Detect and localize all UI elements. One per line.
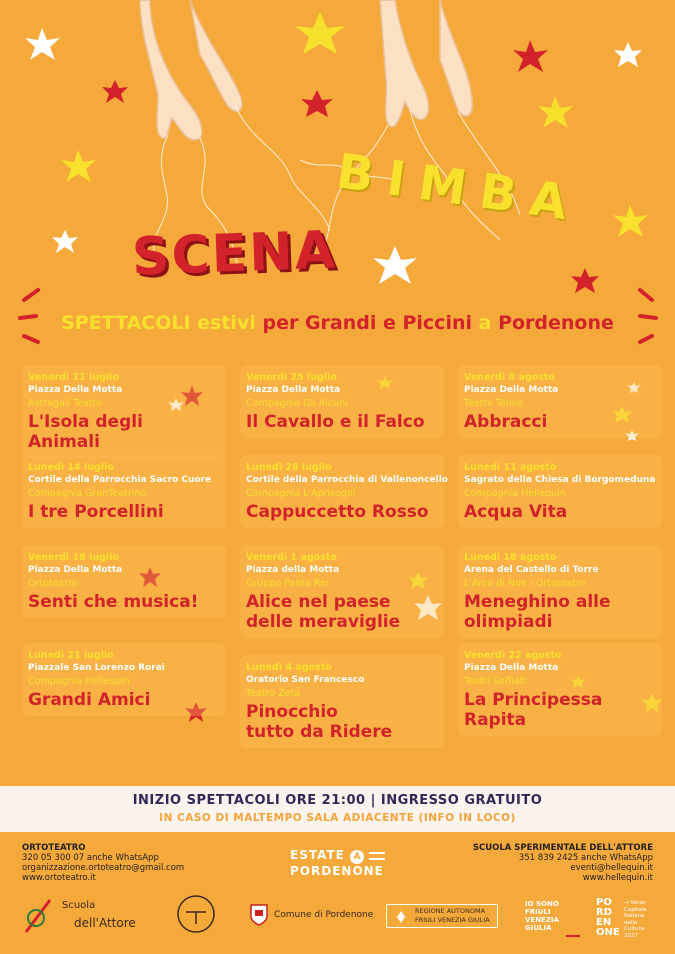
scuola-attore-logo-icon bbox=[20, 896, 56, 936]
event-card bbox=[240, 455, 448, 528]
event-company: Compagnia Hellequin bbox=[28, 676, 130, 687]
comune-logo-text: Comune di Pordenone bbox=[274, 910, 374, 920]
contact-left-phone: 320 05 300 07 anche WhatsApp bbox=[22, 853, 159, 863]
event-date: Venerdì 8 agosto bbox=[464, 372, 555, 383]
io-sono-line: IO SONO bbox=[525, 900, 559, 908]
event-show-title: La Principessa Rapita bbox=[464, 690, 603, 730]
contact-left-name: ORTOTEATRO bbox=[22, 843, 86, 853]
event-company: Compagnia Gli Alcuni bbox=[246, 398, 348, 409]
regione-line2: FRIULI VENEZIA GIULIA bbox=[415, 916, 490, 924]
event-date: Lunedì 28 luglio bbox=[246, 462, 332, 473]
contact-scuola bbox=[473, 843, 653, 883]
event-place: Piazza Della Motta bbox=[464, 663, 559, 673]
event-place: Piazzale San Lorenzo Rorai bbox=[28, 663, 165, 673]
left-hand-icon bbox=[140, 0, 242, 140]
pn-letter-line: RD bbox=[596, 907, 613, 918]
waves-icon bbox=[369, 852, 385, 860]
event-place: Arena del Castello di Torre bbox=[464, 565, 599, 575]
event-date: Venerdì 22 agosto bbox=[464, 650, 562, 661]
event-company: Compagnia L'Aprisogni bbox=[246, 488, 356, 499]
event-place: Piazza Della Motta bbox=[246, 385, 341, 395]
contact-right-name: SCUOLA SPERIMENTALE DELL'ATTORE bbox=[472, 843, 653, 853]
event-place: Piazza Della Motta bbox=[28, 385, 123, 395]
event-company: Astragali Teatro bbox=[28, 398, 103, 409]
event-place: Piazza Della Motta bbox=[464, 385, 559, 395]
subtitle bbox=[0, 312, 675, 334]
event-date: Venerdì 11 luglio bbox=[28, 372, 119, 383]
capitale-line: 2027 bbox=[624, 932, 638, 939]
regione-logo bbox=[386, 904, 498, 928]
subtitle-part: SPETTACOLI bbox=[61, 312, 198, 334]
capitale-cultura-text bbox=[624, 900, 647, 939]
event-card bbox=[22, 545, 226, 618]
subtitle-part: a bbox=[478, 312, 499, 334]
capitale-line: della bbox=[624, 919, 638, 926]
start-time-text: INIZIO SPETTACOLI ORE 21:00 | INGRESSO GRATUITO bbox=[132, 793, 543, 808]
event-show-title: Pinocchio bbox=[246, 702, 338, 722]
event-company: Compagnia Hellequin bbox=[464, 488, 566, 499]
event-card bbox=[22, 455, 226, 528]
eagle-icon bbox=[393, 909, 409, 925]
event-card bbox=[22, 643, 226, 716]
contact-right-web[interactable]: www.hellequin.it bbox=[582, 873, 653, 883]
event-place: Sagrato della Chiesa di Borgomeduna bbox=[464, 475, 656, 485]
pordenone-2027-letters bbox=[596, 898, 620, 938]
event-company: Compagnia GranTeatrino bbox=[28, 488, 147, 499]
event-grid bbox=[22, 365, 658, 775]
event-date: Lunedì 18 agosto bbox=[464, 552, 557, 563]
regione-line1: REGIONE AUTONOMA bbox=[415, 907, 486, 915]
event-card bbox=[458, 545, 662, 638]
event-show-title: Il Cavallo e il Falco bbox=[246, 412, 425, 432]
event-company: Teatro Zeta bbox=[246, 688, 301, 699]
pn-letter-line: EN bbox=[596, 917, 612, 928]
weather-note: IN CASO DI MALTEMPO SALA ADIACENTE (INFO IN LOCO) bbox=[159, 812, 516, 824]
contact-right-email[interactable]: eventi@hellequin.it bbox=[570, 863, 653, 873]
event-place: Cortile della Parrocchia Sacro Cuore bbox=[28, 475, 212, 485]
event-place: Cortile della Parrocchia di Vallenoncello bbox=[246, 475, 448, 485]
contact-right-phone: 351 839 2425 anche WhatsApp bbox=[518, 853, 653, 863]
title-scena: SCENA bbox=[131, 220, 338, 288]
subtitle-part: per Grandi e Piccini bbox=[262, 312, 479, 334]
event-show-title: Grandi Amici bbox=[28, 690, 151, 710]
red-bar-icon bbox=[566, 935, 580, 937]
event-date: Lunedì 11 agosto bbox=[464, 462, 557, 473]
pn-letter-line: PO bbox=[596, 897, 612, 908]
ortoteatro-logo-icon bbox=[176, 894, 216, 934]
event-card bbox=[240, 655, 444, 748]
subtitle-part: estivi bbox=[197, 312, 263, 334]
event-company: L'Arca di Noe / Ortoteatro bbox=[464, 578, 586, 589]
event-card bbox=[22, 365, 226, 458]
event-date: Lunedì 4 agosto bbox=[246, 662, 332, 673]
title-bimba: BIMBA bbox=[333, 143, 585, 233]
event-show-title: Alice nel paese bbox=[246, 592, 391, 612]
event-card bbox=[458, 643, 662, 736]
estate-a-pordenone-logo bbox=[290, 848, 385, 878]
capitale-line: Cultura bbox=[624, 926, 645, 932]
subtitle-part: Pordenone bbox=[498, 312, 614, 334]
estate-a-badge: A bbox=[350, 850, 364, 864]
event-show-title: Senti che musica! bbox=[28, 592, 199, 612]
event-date: Venerdì 1 agosto bbox=[246, 552, 337, 563]
event-place: Piazza Della Motta bbox=[28, 565, 123, 575]
scuola-logo-line1: Scuola bbox=[62, 900, 96, 911]
event-date: Lunedì 21 luglio bbox=[28, 650, 114, 661]
contact-left-email[interactable]: organizzazione.ortoteatro@gmail.com bbox=[22, 863, 185, 873]
event-show-title: I tre Porcellini bbox=[28, 502, 164, 522]
event-show-title: Cappuccetto Rosso bbox=[246, 502, 429, 522]
right-hand-icon bbox=[380, 0, 472, 127]
logo-strip bbox=[0, 890, 675, 954]
event-show-title: Abbracci bbox=[464, 412, 548, 432]
io-sono-line: GIULIA bbox=[525, 924, 552, 932]
event-date: Venerdì 25 luglio bbox=[246, 372, 337, 383]
event-show-title: L'Isola degli Animali bbox=[28, 412, 143, 452]
capitale-line: Italiana bbox=[624, 913, 645, 919]
event-company: Teatro Telaio bbox=[464, 398, 524, 409]
event-card bbox=[240, 545, 444, 638]
event-company: Gruppo Panta Rei bbox=[246, 578, 329, 589]
comune-crest-icon bbox=[250, 904, 268, 926]
event-place: Oratorio San Francesco bbox=[246, 675, 365, 685]
event-show-title: Meneghino alle olimpiadi bbox=[464, 592, 611, 632]
event-show-title: delle meraviglie bbox=[246, 612, 401, 632]
event-place: Piazza della Motta bbox=[246, 565, 340, 575]
event-date: Venerdì 18 luglio bbox=[28, 552, 119, 563]
event-date: Lunedì 14 luglio bbox=[28, 462, 114, 473]
event-card bbox=[458, 455, 662, 528]
estate-line1: ESTATE bbox=[290, 848, 345, 862]
capitale-line: → Verso bbox=[624, 900, 646, 906]
contact-ortoteatro bbox=[22, 843, 184, 883]
event-show-title: Acqua Vita bbox=[464, 502, 568, 522]
scuola-logo-line2: dell'Attore bbox=[74, 916, 136, 930]
event-card bbox=[458, 365, 662, 438]
estate-line2: PORDENONE bbox=[290, 864, 384, 878]
event-show-title: tutto da Ridere bbox=[246, 722, 393, 742]
contact-left-web[interactable]: www.ortoteatro.it bbox=[22, 873, 96, 883]
io-sono-line: VENEZIA bbox=[525, 916, 559, 924]
event-company: Ortoteatro bbox=[28, 578, 78, 589]
event-company: Teatri Soffiati bbox=[464, 676, 527, 687]
event-card bbox=[240, 365, 444, 438]
io-sono-line: FRIULI bbox=[525, 908, 551, 916]
info-banner bbox=[0, 786, 675, 832]
io-sono-fvg-logo bbox=[525, 900, 559, 932]
capitale-line: Capitale bbox=[624, 906, 647, 913]
pn-letter-line: ONE bbox=[596, 927, 620, 938]
